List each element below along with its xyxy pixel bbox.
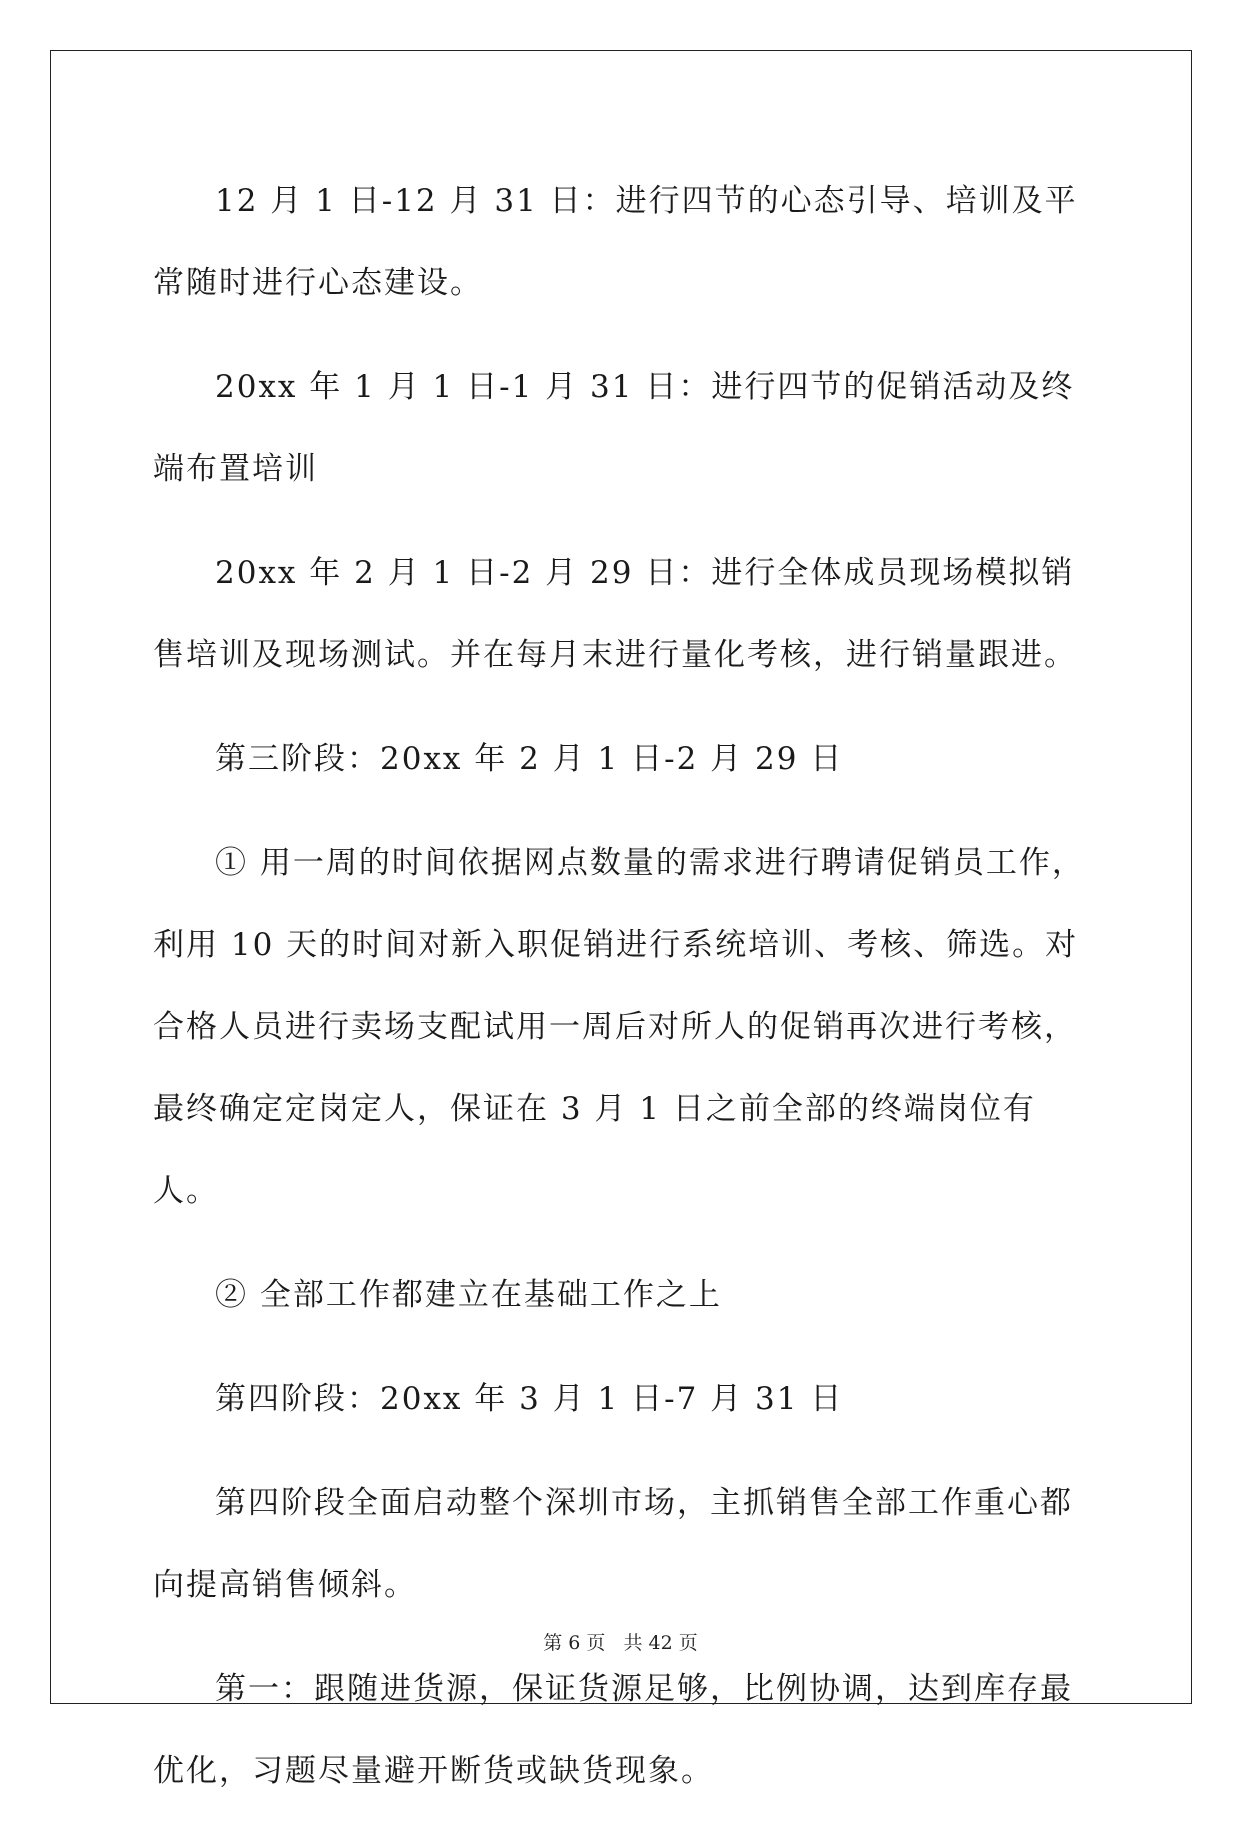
paragraph-9: 第一：跟随进货源，保证货源足够，比例协调，达到库存最优化，习题尽量避开断货或缺货现象。 — [153, 1671, 1073, 1789]
paragraph-2: 20xx 年 1 月 1 日-1 月 31 日：进行四节的促销活动及终端布置培训 — [153, 369, 1075, 487]
paragraph-1: 12 月 1 日-12 月 31 日：进行四节的心态引导、培训及平常随时进行心态建设。 — [153, 183, 1078, 301]
paragraph-8: 第四阶段全面启动整个深圳市场，主抓销售全部工作重心都向提高销售倾斜。 — [153, 1485, 1073, 1603]
page-footer — [0, 1628, 1241, 1655]
paragraph-7: 第四阶段：20xx 年 3 月 1 日-7 月 31 日 — [215, 1381, 844, 1417]
paragraph-5: ① 用一周的时间依据网点数量的需求进行聘请促销员工作，利用 10 天的时间对新入职促销进行系统培训、考核、筛选。对合格人员进行卖场支配试用一周后对所人的促销再次进行考核，最终确定定岗定人，保证在 3 月 1 日之前全部的终端岗位有人。 — [153, 845, 1085, 1209]
document-body — [153, 160, 1093, 1834]
page-number: 第 6 页 — [543, 1632, 606, 1654]
paragraph-3: 20xx 年 2 月 1 日-2 月 29 日：进行全体成员现场模拟销售培训及现场测试。并在每月末进行量化考核，进行销量跟进。 — [153, 555, 1077, 673]
paragraph-6: ② 全部工作都建立在基础工作之上 — [215, 1277, 722, 1313]
paragraph-4: 第三阶段：20xx 年 2 月 1 日-2 月 29 日 — [215, 741, 844, 777]
page-total: 共 42 页 — [623, 1632, 698, 1654]
